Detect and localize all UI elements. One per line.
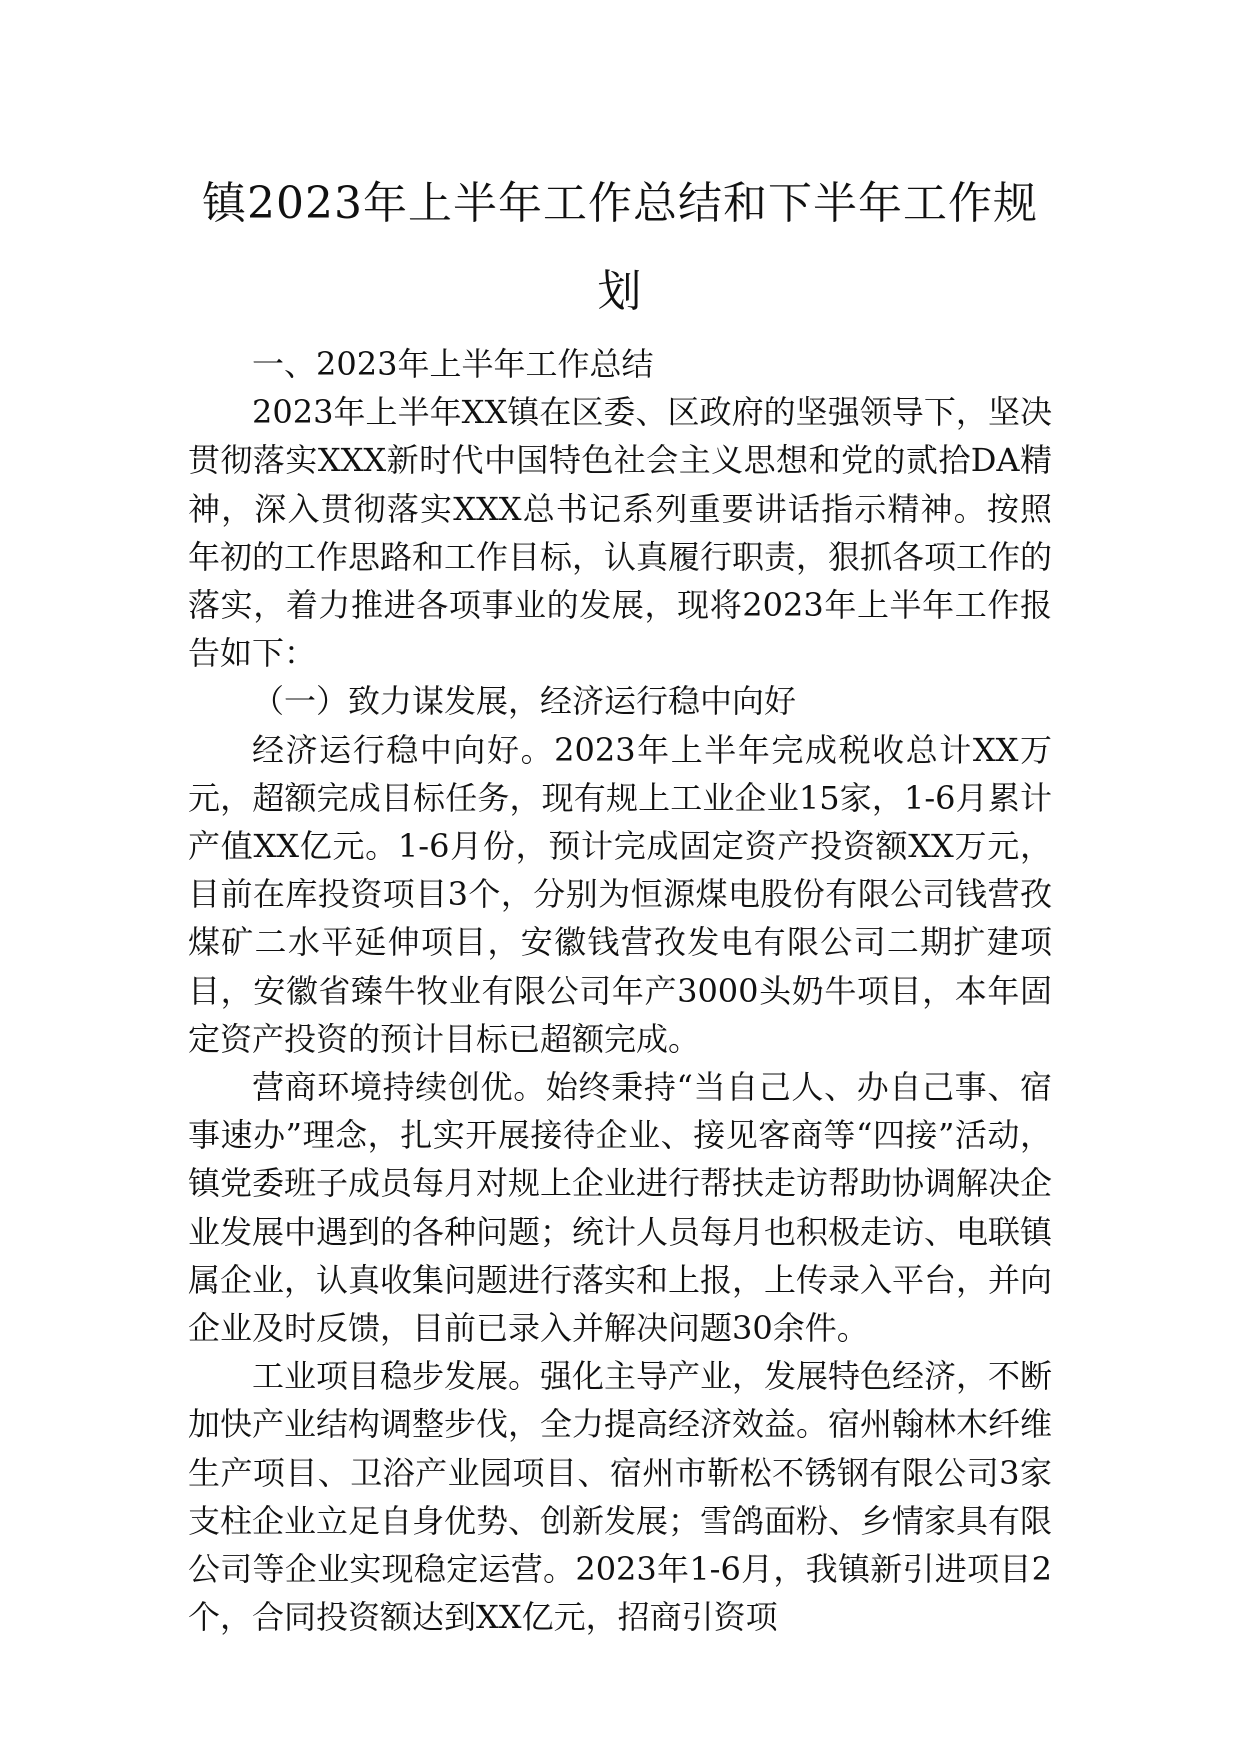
section-heading: 一、2023年上半年工作总结: [252, 345, 654, 383]
document-title: 镇2023年上半年工作总结和下半年工作规划: [202, 178, 1038, 317]
paragraph-industrial-projects: 工业项目稳步发展。强化主导产业，发展特色经济，不断加快产业结构调整步伐，全力提高经济效益。宿州翰林木纤维生产项目、卫浴产业园项目、宿州市靳松不锈钢有限公司3家支柱企业立足自身优势、创新发展；雪鸽面粉、乡情家具有限公司等企业实现稳定运营。2023年1-6月，我镇新引进项目2个，合同投资额达到XX亿元，招商引资项: [188, 1357, 1053, 1637]
document-body: [188, 340, 1052, 1641]
intro-paragraph: 2023年上半年XX镇在区委、区政府的坚强领导下，坚决贯彻落实XXX新时代中国特色社会主义思想和党的贰拾DA精神，深入贯彻落实XXX总书记系列重要讲话指示精神。按照年初的工作思路和工作目标，认真履行职责，狠抓各项工作的落实，着力推进各项事业的发展，现将2023年上半年工作报告如下：: [188, 393, 1053, 673]
paragraph-business-environment: 营商环境持续创优。始终秉持“当自己人、办自己事、宿事速办”理念，扎实开展接待企业、接见客商等“四接”活动，镇党委班子成员每月对规上企业进行帮扶走访帮助协调解决企业发展中遇到的各种问题；统计人员每月也积极走访、电联镇属企业，认真收集问题进行落实和上报，上传录入平台，并向企业及时反馈，目前已录入并解决问题30余件。: [188, 1068, 1053, 1348]
subsection-heading: （一）致力谋发展，经济运行稳中向好: [252, 682, 797, 721]
paragraph-economy: 经济运行稳中向好。2023年上半年完成税收总计XX万元，超额完成目标任务，现有规上工业企业15家，1-6月累计产值XX亿元。1-6月份，预计完成固定资产投资额XX万元，目前在库投资项目3个，分别为恒源煤电股份有限公司钱营孜煤矿二水平延伸项目，安徽钱营孜发电有限公司二期扩建项目，安徽省臻牛牧业有限公司年产3000头奶牛项目，本年固定资产投资的预计目标已超额完成。: [188, 730, 1052, 1058]
